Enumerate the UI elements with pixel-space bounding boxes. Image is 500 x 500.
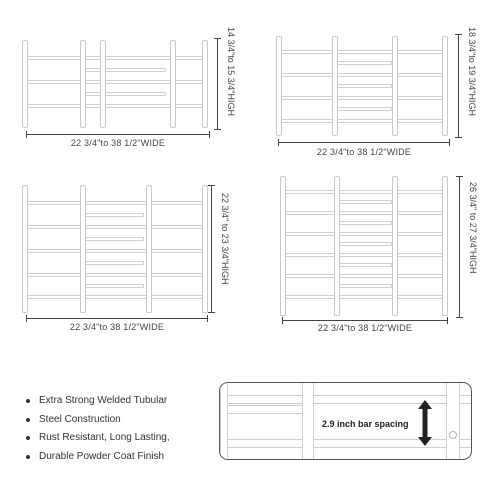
height-dimension-line [458,34,459,138]
guard-rail [283,211,445,215]
guard-rail [279,96,445,100]
feature-item [24,448,170,467]
height-label: 22 3/4" to 23 3/4"HIGH [220,193,230,285]
detail-rail [220,405,308,414]
detail-rail [220,439,471,448]
guard-rail [25,104,205,108]
guard-post [280,176,286,316]
guard-post [22,40,28,128]
guard-rail [283,253,445,257]
guard-rail [84,261,144,265]
width-label: 22 3/4"to 38 1/2"WIDE [70,138,166,148]
guard-rail [338,242,392,246]
spacing-label: 2.9 inch bar spacing [322,419,409,429]
bullet-icon [26,418,30,422]
guard-rail [25,80,205,84]
window-guard-four-rail [276,36,448,136]
detail-post [446,383,460,459]
double-arrow-vertical-icon [418,400,432,446]
width-dimension-line [278,142,450,143]
width-dimension-line [26,134,210,135]
guard-rail [336,61,392,65]
guard-rail [338,221,392,225]
guard-rail [279,73,445,77]
feature-text: Durable Powder Coat Finish [39,450,165,462]
bar-spacing-detail [219,382,472,460]
window-guard-three-rail [22,40,208,128]
guard-rail [84,213,144,217]
bullet-icon [26,436,30,440]
guard-post [22,185,28,313]
guard-rail [25,295,205,299]
feature-text: Extra Strong Welded Tubular [39,395,168,406]
feature-text: Steel Construction [39,413,121,425]
guard-rail [338,263,392,267]
guard-post [276,36,282,136]
width-label: 22 3/4"to 38 1/2"WIDE [317,323,413,333]
width-dimension-line [282,320,448,321]
width-dimension-line [26,318,208,319]
width-label: 22 3/4"to 38 1/2"WIDE [316,147,412,157]
window-guard-six-rail [280,176,448,316]
guard-rail [338,284,392,288]
guard-rail [283,295,445,299]
feature-item [24,392,170,411]
guard-rail [283,190,445,194]
guard-rail [84,92,166,96]
bullet-icon [26,399,30,403]
height-label: 26 3/4" to 27 3/4"HIGH [468,182,478,274]
guard-rail [84,284,144,288]
guard-rail [25,273,205,277]
guard-rail [25,225,205,229]
detail-rail [220,395,471,404]
guard-rail [336,84,392,88]
height-dimension-line [211,185,212,313]
detail-post [302,383,314,459]
feature-list [24,392,170,466]
guard-post [100,40,106,128]
guard-rail [279,50,445,54]
bullet-icon [26,455,30,459]
width-label: 22 3/4"to 38 1/2"WIDE [69,322,165,332]
guard-post [80,185,86,313]
guard-rail [84,68,166,72]
guard-post [202,40,208,128]
feature-text: Rust Resistant, Long Lasting, [39,432,170,443]
guard-rail [336,107,392,111]
guard-post [334,176,340,316]
screw-slot [449,431,457,439]
detail-post [220,383,228,459]
guard-rail [338,200,392,204]
guard-post [392,36,398,136]
height-label: 18 3/4"to 19 3/4"HIGH [467,27,477,116]
feature-item [24,411,170,430]
height-dimension-line [217,38,218,130]
guard-rail [25,56,205,60]
guard-post [170,40,176,128]
guard-rail [25,201,205,205]
guard-rail [25,249,205,253]
guard-post [146,185,152,313]
guard-post [202,185,208,313]
guard-post [332,36,338,136]
guard-rail [283,232,445,236]
guard-post [392,176,398,316]
guard-post [442,36,448,136]
guard-post [442,176,448,316]
height-dimension-line [459,176,460,318]
guard-rail [279,119,445,123]
guard-rail [84,237,144,241]
height-label: 14 3/4"to 15 3/4"HIGH [226,27,236,116]
window-guard-five-rail [22,185,208,313]
guard-rail [283,274,445,278]
guard-post [80,40,86,128]
feature-item [24,429,170,448]
